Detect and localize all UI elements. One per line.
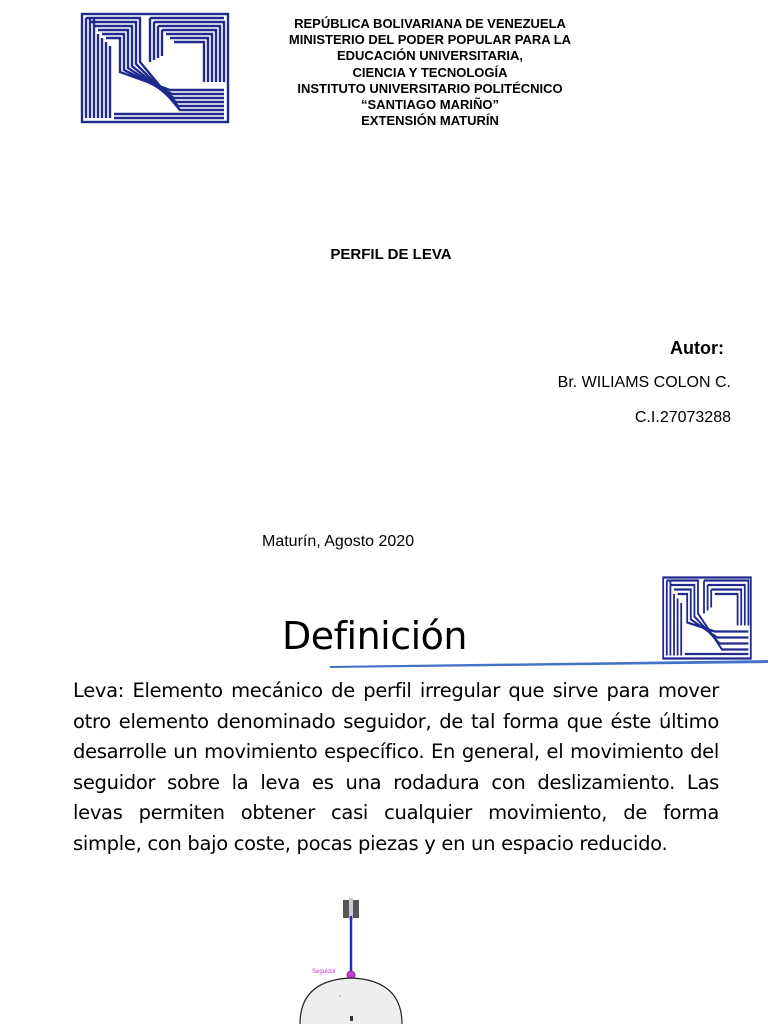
institute-logo-icon [80, 12, 230, 124]
slide-title: Definición [282, 614, 467, 658]
cam-shaft-icon [350, 1016, 353, 1021]
title-underline [330, 656, 768, 668]
header-line: EXTENSIÓN MATURÍN [361, 113, 499, 129]
author-label: Autor: [670, 338, 724, 358]
author-name: Br. WILIAMS COLON C. [557, 374, 731, 391]
header-line: INSTITUTO UNIVERSITARIO POLITÉCNICO [297, 80, 563, 96]
header-line: REPÚBLICA BOLIVARIANA DE VENEZUELA [294, 16, 566, 31]
header-line: MINISTERIO DEL PODER POPULAR PARA LA [288, 32, 572, 48]
institute-logo-small-icon [662, 576, 752, 660]
header-line: CIENCIA Y TECNOLOGÍA [352, 64, 508, 80]
author-id: C.I.27073288 [634, 409, 731, 426]
follower-guide-left [343, 900, 349, 918]
definition-paragraph: Leva: Elemento mecánico de perfil irregular que sirve para mover otro elemento denominado seguidor, de tal forma que éste último desarrolle un movimiento específico. En general, el movimiento del seguidor sobre la leva es una rodadura con deslizamiento. Las levas permiten obtener casi cualquier movimiento, de forma simple, con bajo coste, pocas piezas y en un espacio reducido. [73, 679, 719, 855]
follower-guide-right [353, 900, 359, 918]
place-date: Maturín, Agosto 2020 [262, 533, 415, 550]
document-title: PERFIL DE LEVA [330, 246, 452, 263]
institution-header [230, 16, 630, 129]
header-line: “SANTIAGO MARIÑO” [361, 97, 499, 113]
follower-label: Seguidor [312, 969, 337, 975]
cam-follower-figure [270, 892, 430, 1024]
header-line: EDUCACIÓN UNIVERSITARIA, [336, 48, 524, 64]
